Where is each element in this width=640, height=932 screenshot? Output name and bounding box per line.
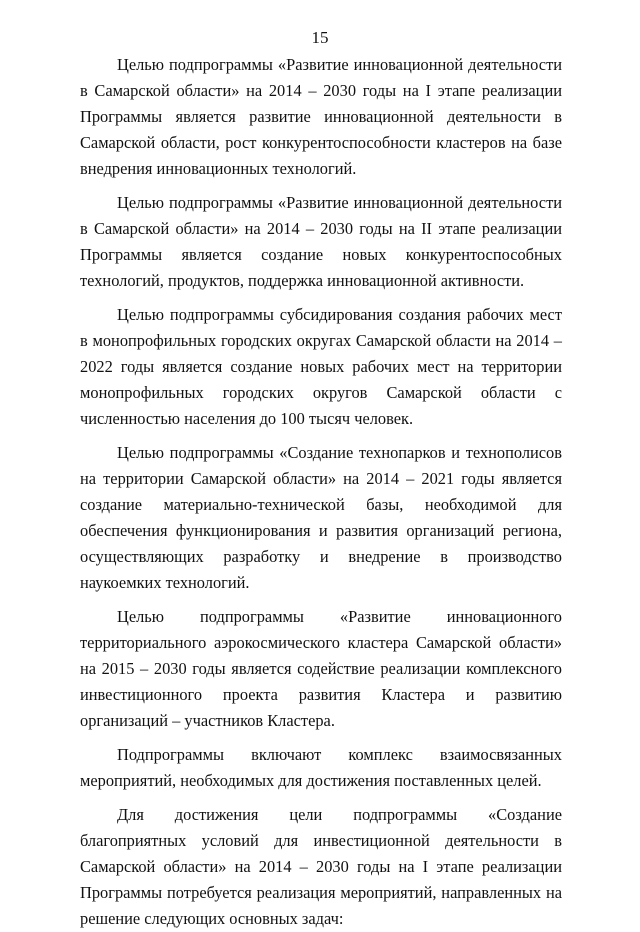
paragraph-goal-aerospace-cluster: Целью подпрограммы «Развитие инновационного территориального аэрокосмического кластера Самарской области» на 2015 – 2030 годы является содействие реализации комплексного инвестиционного проекта развития Кластера и развитию организаций – участников Кластера.	[80, 607, 562, 730]
paragraph-goal-monotowns-jobs: Целью подпрограммы субсидирования создания рабочих мест в монопрофильных городских округах Самарской области на 2014 – 2022 годы является создание новых рабочих мест на территории монопрофильных городских округов Самарской области с численностью населения до 100 тысяч человек.	[80, 305, 562, 428]
document-body	[80, 52, 562, 932]
paragraph-goal-technoparks: Целью подпрограммы «Создание технопарков и технополисов на территории Самарской области» на 2014 – 2021 годы является создание материально-технической базы, необходимой для обеспечения функционирования и развития организаций региона, осуществляющих разработку и внедрение в производство наукоемких технологий.	[80, 443, 562, 592]
paragraph-goal-innovation-stage-2: Целью подпрограммы «Развитие инновационной деятельности в Самарской области» на 2014 – 2030 годы на II этапе реализации Программы является создание новых конкурентоспособных технологий, продуктов, поддержка инновационной активности.	[80, 193, 562, 290]
paragraph-subprograms-measures: Подпрограммы включают комплекс взаимосвязанных мероприятий, необходимых для достижения поставленных целей.	[80, 745, 562, 790]
paragraph-investment-tasks: Для достижения цели подпрограммы «Создание благоприятных условий для инвестиционной деятельности в Самарской области» на 2014 – 2030 годы на I этапе реализации Программы потребуется реализация мероприятий, направленных на решение следующих основных задач:	[80, 805, 562, 928]
page-number: 15	[311, 28, 329, 47]
paragraph-goal-innovation-stage-1: Целью подпрограммы «Развитие инновационной деятельности в Самарской области» на 2014 – 2030 годы на I этапе реализации Программы является развитие инновационной деятельности в Самарской области, рост конкурентоспособности кластеров на базе внедрения инновационных технологий.	[80, 55, 562, 178]
